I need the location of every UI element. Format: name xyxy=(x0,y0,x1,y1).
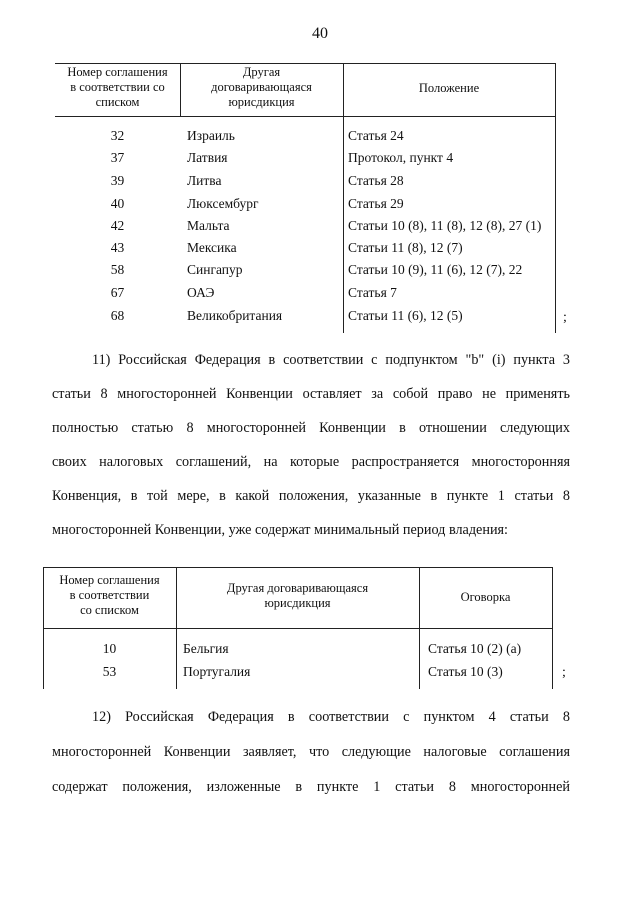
header-agreement-number: Номер соглашения в соответствии со списком xyxy=(59,573,160,617)
cell-number: 37 xyxy=(110,150,125,165)
paragraph-line: статьи 8 многосторонней Конвенции оставляет за собой право не применять xyxy=(52,386,570,402)
cell-jurisdiction: Литва xyxy=(187,173,222,188)
cell-jurisdiction: Люксембург xyxy=(187,196,259,211)
table-row xyxy=(43,641,553,663)
table-row xyxy=(55,128,555,150)
table-row xyxy=(55,218,555,240)
paragraph-line: своих налоговых соглашений, на которые распространяется многосторонняя xyxy=(52,454,570,470)
cell-jurisdiction: Израиль xyxy=(187,128,235,143)
table-row xyxy=(55,262,555,284)
cell-jurisdiction: Бельгия xyxy=(183,641,229,656)
cell-provision: Статья 24 xyxy=(348,128,404,143)
cell-jurisdiction: Мальта xyxy=(187,218,230,233)
cell-number: 42 xyxy=(110,218,125,233)
cell-number: 43 xyxy=(110,240,125,255)
paragraph-line: 11) Российская Федерация в соответствии с подпунктом "b" (i) пункта 3 xyxy=(92,352,570,368)
cell-number: 10 xyxy=(102,641,117,656)
table-header-border xyxy=(55,116,555,117)
cell-provision: Статья 28 xyxy=(348,173,404,188)
paragraph-line: многосторонней Конвенции, уже содержат минимальный период владения: xyxy=(52,522,508,538)
cell-number: 53 xyxy=(102,664,117,679)
cell-number: 67 xyxy=(110,285,125,300)
cell-jurisdiction: ОАЭ xyxy=(187,285,215,300)
table-positions xyxy=(55,63,555,333)
cell-number: 58 xyxy=(110,262,125,277)
cell-reservation: Статья 10 (3) xyxy=(428,664,503,679)
table-row xyxy=(55,196,555,218)
column-divider xyxy=(555,63,556,333)
header-jurisdiction: Другая договаривающаяся юрисдикция xyxy=(211,65,312,109)
cell-jurisdiction: Латвия xyxy=(187,150,228,165)
table-row xyxy=(55,240,555,262)
table-row xyxy=(55,150,555,172)
table-top-border xyxy=(55,63,555,64)
header-jurisdiction: Другая договаривающаяся юрисдикция xyxy=(226,581,369,610)
cell-number: 68 xyxy=(110,308,125,323)
cell-provision: Статьи 11 (8), 12 (7) xyxy=(348,240,463,255)
table-row xyxy=(55,308,555,330)
header-reservation: Оговорка xyxy=(460,590,511,604)
cell-number: 39 xyxy=(110,173,125,188)
cell-provision: Статьи 10 (8), 11 (8), 12 (8), 27 (1) xyxy=(348,218,542,233)
cell-number: 40 xyxy=(110,196,125,211)
header-agreement-number: Номер соглашения в соответствии со списком xyxy=(67,65,168,109)
paragraph-line: содержат положения, изложенные в пункте 1 статьи 8 многосторонней xyxy=(52,779,570,795)
header-provision: Положение xyxy=(418,81,480,95)
paragraph-line: многосторонней Конвенции заявляет, что следующие налоговые соглашения xyxy=(52,744,570,760)
table-row xyxy=(55,285,555,307)
cell-jurisdiction: Великобритания xyxy=(187,308,283,323)
cell-provision: Статья 7 xyxy=(348,285,397,300)
cell-jurisdiction: Португалия xyxy=(183,664,251,679)
cell-provision: Статьи 10 (9), 11 (6), 12 (7), 22 xyxy=(348,262,523,277)
table-end-semicolon: ; xyxy=(562,665,566,680)
cell-reservation: Статья 10 (2) (a) xyxy=(428,641,522,656)
cell-provision: Протокол, пункт 4 xyxy=(348,150,454,165)
cell-jurisdiction: Мексика xyxy=(187,240,237,255)
page-number: 40 xyxy=(312,25,328,42)
paragraph-line: полностью статью 8 многосторонней Конвенции в отношении следующих xyxy=(52,420,570,436)
table-row xyxy=(43,664,553,686)
paragraph-line: Конвенция, в той мере, в какой положения, указанные в пункте 1 статьи 8 xyxy=(52,488,570,504)
paragraph-line: 12) Российская Федерация в соответствии с пунктом 4 статьи 8 xyxy=(92,709,570,725)
table-row xyxy=(55,173,555,195)
cell-provision: Статьи 11 (6), 12 (5) xyxy=(348,308,463,323)
cell-number: 32 xyxy=(110,128,125,143)
table-end-semicolon: ; xyxy=(563,310,567,325)
table-reservations xyxy=(43,567,553,689)
cell-provision: Статья 29 xyxy=(348,196,404,211)
cell-jurisdiction: Сингапур xyxy=(187,262,243,277)
